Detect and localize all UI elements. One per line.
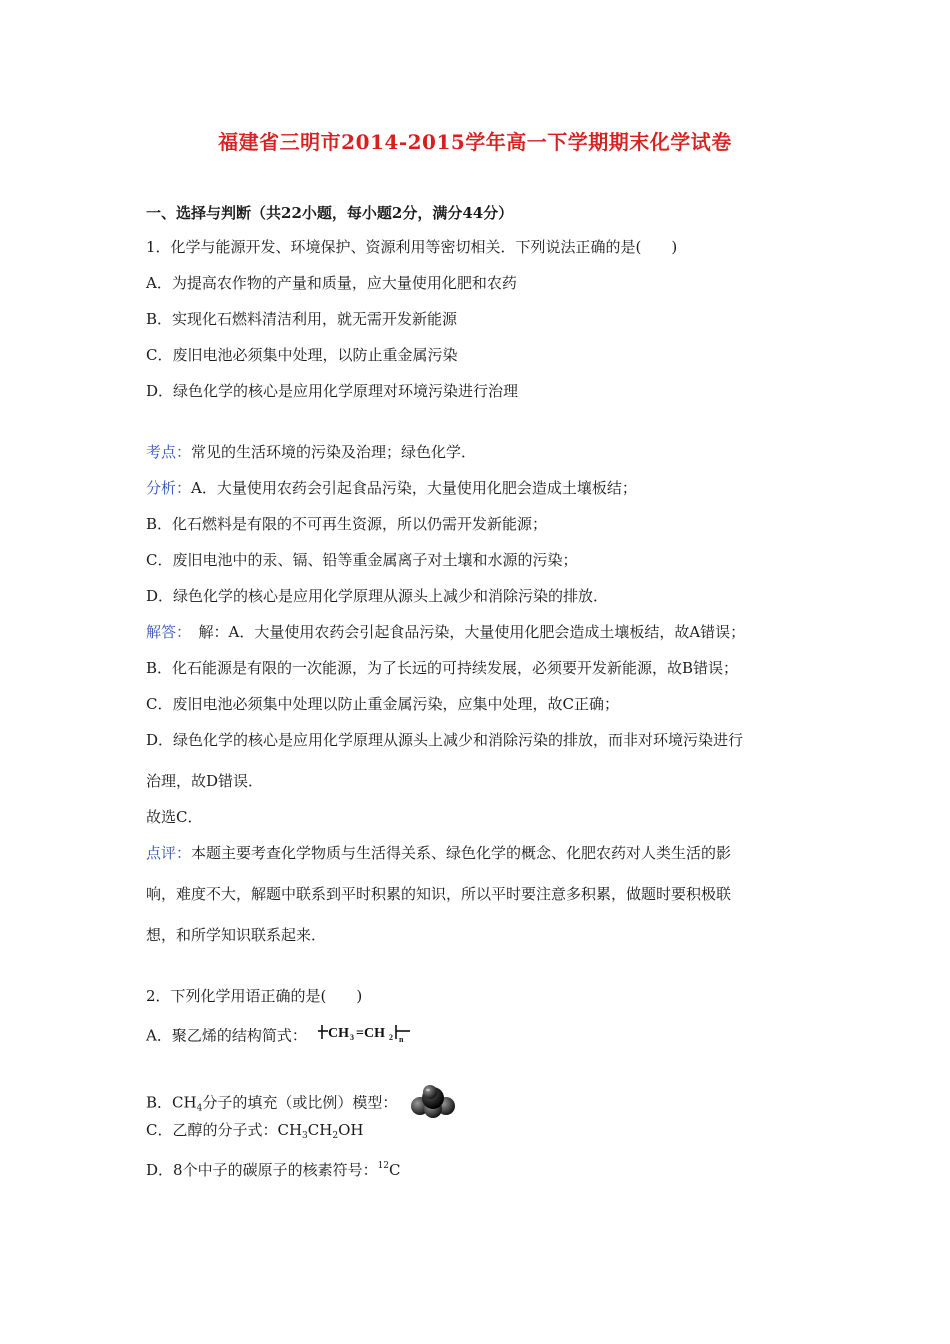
superscript: 12 — [377, 1161, 390, 1171]
dianping-text: 本题主要考查化学物质与生活得关系、绿色化学的概念、化肥农药对人类生活的影 — [191, 844, 732, 862]
svg-text:3: 3 — [349, 1033, 354, 1042]
jieda-line: D．绿色化学的核心是应用化学原理从源头上减少和消除污染的排放，而非对环境污染进行 — [146, 731, 744, 749]
fenxi-line: D．绿色化学的核心是应用化学原理从源头上减少和消除污染的排放． — [146, 587, 609, 605]
section-heading: 一、选择与判断（共22小题，每小题2分，满分44分） — [146, 204, 514, 222]
q2-option-b — [146, 1084, 458, 1123]
page-title: 福建省三明市2014-2015学年高一下学期期末化学试卷 — [218, 130, 732, 154]
q2-option-c-prefix: C．乙醇的分子式：CH — [146, 1121, 303, 1139]
q1-fenxi — [146, 478, 637, 498]
q1-option-c: C．废旧电池必须集中处理，以防止重金属污染 — [146, 346, 458, 364]
formula-part: CH — [307, 1121, 333, 1139]
fenxi-line: C．废旧电池中的汞、镉、铅等重金属离子对土壤和水源的污染； — [146, 551, 578, 569]
svg-text:n: n — [398, 1035, 404, 1044]
subscript: 4 — [196, 1103, 203, 1114]
fenxi-text: A．大量使用农药会引起食品污染，大量使用化肥会造成土壤板结； — [191, 479, 637, 497]
q1-jieda — [146, 622, 745, 642]
q2-option-d-prefix: D．8个中子的碳原子的核素符号： — [146, 1161, 378, 1179]
q1-option-a: A．为提高农作物的产量和质量，应大量使用化肥和农药 — [146, 274, 517, 292]
q2-option-a-text: A．聚乙烯的结构简式： — [146, 1026, 307, 1045]
question-2-stem: 2．下列化学用语正确的是( ) — [146, 987, 363, 1005]
fenxi-line: B．化石燃料是有限的不可再生资源，所以仍需开发新能源； — [146, 515, 548, 533]
formula-part: OH — [338, 1121, 364, 1139]
dianping-label: 点评： — [146, 844, 192, 862]
q2-option-b-text: 分子的填充（或比例）模型： — [202, 1093, 398, 1112]
polyethylene-formula-image — [316, 1022, 412, 1051]
q2-option-a — [146, 1022, 412, 1051]
q1-dianping — [146, 843, 731, 863]
jieda-label: 解答： — [146, 623, 184, 641]
jieda-answer: 故选C． — [146, 808, 203, 826]
svg-text:=CH: =CH — [355, 1026, 385, 1041]
element-symbol: C — [389, 1161, 401, 1179]
q2-option-d — [146, 1156, 401, 1180]
kaodian-label: 考点： — [146, 443, 192, 461]
svg-text:CH: CH — [327, 1026, 349, 1041]
jieda-line: B．化石能源是有限的一次能源，为了长远的可持续发展，必须要开发新能源，故B错误； — [146, 659, 739, 677]
q1-option-d: D．绿色化学的核心是应用化学原理对环境污染进行治理 — [146, 382, 519, 400]
fenxi-label: 分析： — [146, 479, 192, 497]
jieda-line: C．废旧电池必须集中处理以防止重金属污染，应集中处理，故C正确； — [146, 695, 619, 713]
q1-option-b: B．实现化石燃料清洁利用，就无需开发新能源 — [146, 310, 458, 328]
jieda-line: 治理，故D错误． — [146, 772, 264, 790]
dianping-line: 想，和所学知识联系起来． — [146, 926, 327, 944]
question-1-stem: 1．化学与能源开发、环境保护、资源利用等密切相关．下列说法正确的是( ) — [146, 238, 678, 256]
q2-option-b-prefix: B．CH — [146, 1093, 197, 1112]
kaodian-text: 常见的生活环境的污染及治理；绿色化学． — [191, 443, 477, 461]
q1-kaodian — [146, 442, 476, 462]
subscript: 3 — [302, 1131, 308, 1141]
jieda-text: 解：A．大量使用农药会引起食品污染，大量使用化肥会造成土壤板结，故A错误； — [183, 623, 746, 641]
dianping-line: 响，难度不大，解题中联系到平时积累的知识，所以平时要注意多积累，做题时要积极联 — [146, 885, 732, 903]
svg-text:2: 2 — [388, 1033, 393, 1042]
ch4-space-filling-model-icon — [408, 1084, 458, 1123]
q2-option-c — [146, 1120, 363, 1146]
subscript: 2 — [332, 1131, 339, 1141]
